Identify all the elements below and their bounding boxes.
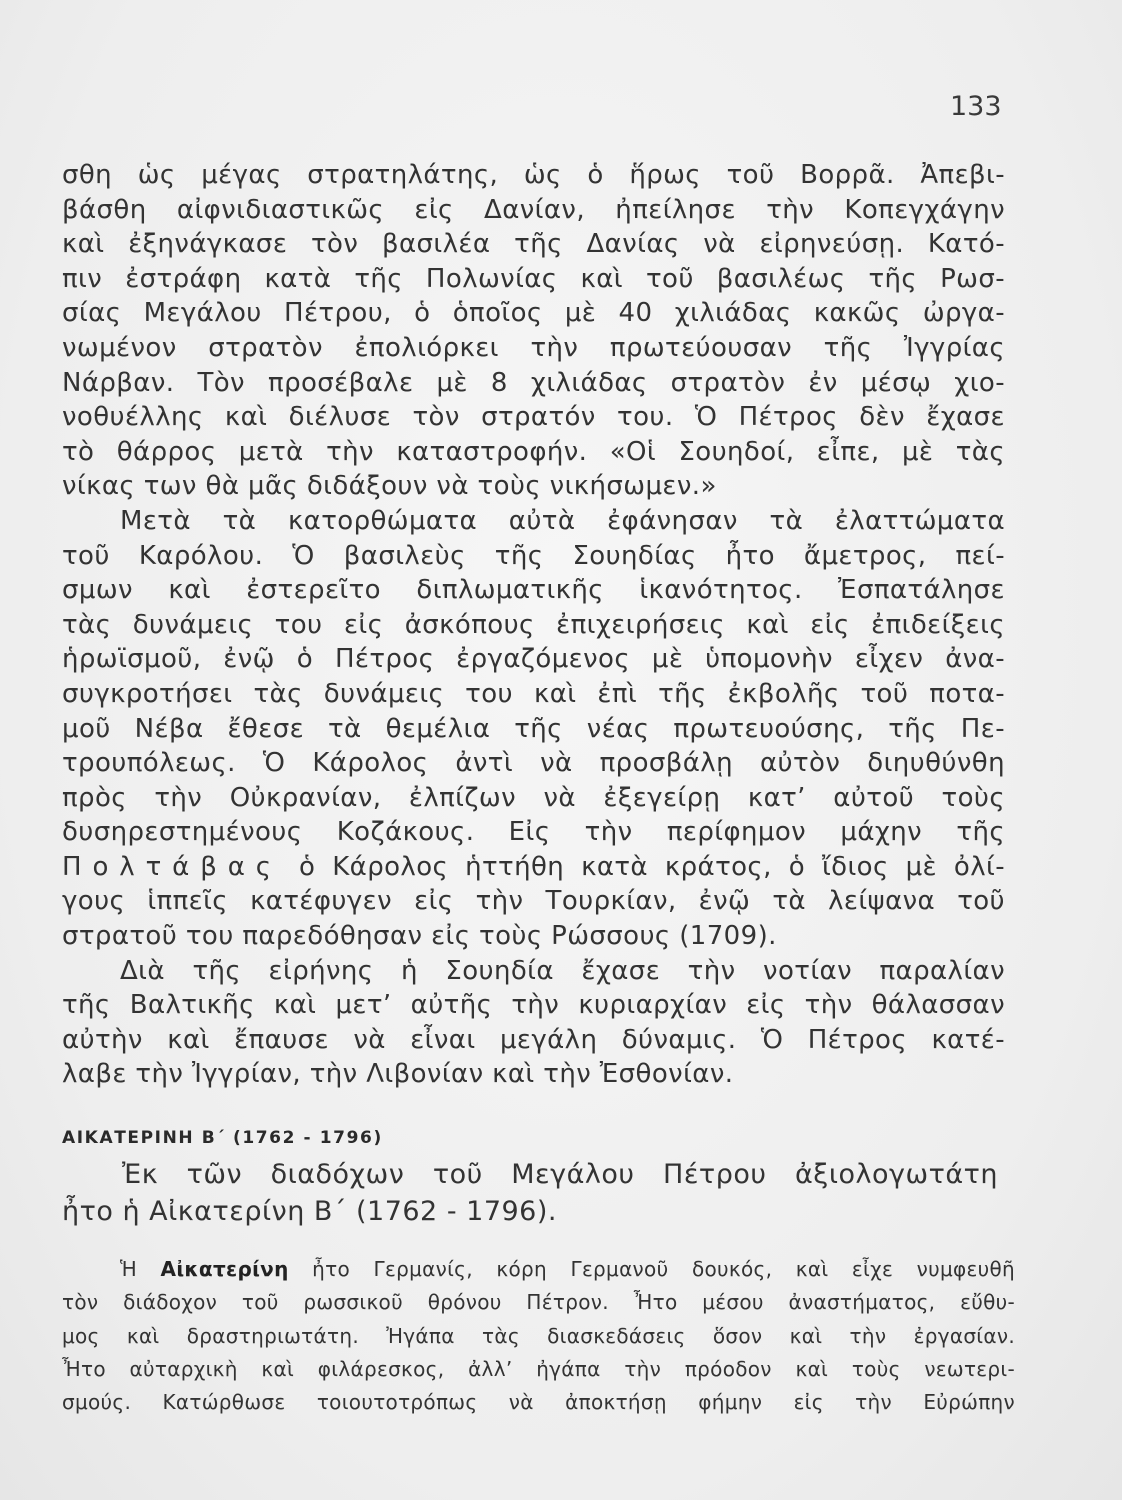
text-line: στρατοῦ του παρεδόθησαν εἰς τοὺς Ρώσσους (1709). bbox=[62, 921, 777, 952]
footnote bbox=[62, 1253, 1015, 1419]
section-intro bbox=[62, 1156, 998, 1230]
intro-line: Ἐκ τῶν διαδόχων τοῦ Μεγάλου Πέτρου ἀξιολογωτάτη bbox=[122, 1159, 998, 1190]
page-number: 133 bbox=[950, 91, 1002, 122]
text-line: σμων καὶ ἐστερεῖτο διπλωματικῆς ἱκανότητος. Ἐσπατάλησε bbox=[62, 575, 1005, 606]
footnote-line-start: Ἡ bbox=[120, 1257, 138, 1281]
text-line: μοῦ Νέβα ἔθεσε τὰ θεμέλια τῆς νέας πρωτευούσης, τῆς Πε- bbox=[62, 713, 1005, 744]
body-text bbox=[62, 158, 1005, 1092]
text-line: νωμένον στρατὸν ἐπολιόρκει τὴν πρωτεύουσαν τῆς Ἰγγρίας bbox=[62, 332, 1005, 363]
footnote-line: τὸν διάδοχον τοῦ ρωσσικοῦ θρόνου Πέτρον. Ἦτο μέσου ἀναστήματος, εὔθυ- bbox=[62, 1290, 1015, 1315]
text-line: γους ἱππεῖς κατέφυγεν εἰς τὴν Τουρκίαν, ἐνῷ τὰ λείψανα τοῦ bbox=[62, 886, 1005, 917]
spaced-emphasis-word: Πολτάβας bbox=[62, 851, 282, 882]
footnote-line bbox=[62, 1253, 1015, 1286]
footnote-line: Ἦτο αὐταρχικὴ καὶ φιλάρεσκος, ἀλλ’ ἠγάπα τὴν πρόοδον καὶ τοὺς νεωτερι- bbox=[62, 1356, 1015, 1381]
intro-line: ἦτο ἡ Αἰκατερίνη Β΄ (1762 - 1796). bbox=[62, 1196, 557, 1227]
footnote-bold-name: Αἰκατερίνη bbox=[160, 1257, 289, 1281]
section-heading: ΑΙΚΑΤΕΡΙΝΗ Β΄ (1762 - 1796) bbox=[62, 1128, 383, 1148]
text-line: λαβε τὴν Ἰγγρίαν, τὴν Λιβονίαν καὶ τὴν Ἐσθονίαν. bbox=[62, 1059, 734, 1090]
text-line: Νάρβαν. Τὸν προσέβαλε μὲ 8 χιλιάδας στρατὸν ἐν μέσῳ χιο- bbox=[62, 367, 1005, 398]
text-line: τρουπόλεως. Ὁ Κάρολος ἀντὶ νὰ προσβάλῃ αὐτὸν διηυθύνθη bbox=[62, 748, 1005, 779]
text-line: συγκροτήσει τὰς δυνάμεις του καὶ ἐπὶ τῆς ἐκβολῆς τοῦ ποτα- bbox=[62, 678, 1005, 709]
text-line: νίκας των θὰ μᾶς διδάξουν νὰ τοὺς νικήσωμεν.» bbox=[62, 471, 717, 502]
text-line: πιν ἐστράφη κατὰ τῆς Πολωνίας καὶ τοῦ βασιλέως τῆς Ρωσ- bbox=[62, 263, 1005, 294]
text-line-rest: ὁ Κάρολος ἡττήθη κατὰ κράτος, ὁ ἴδιος μὲ ὀλί- bbox=[298, 851, 1005, 882]
footnote-line: μος καὶ δραστηριωτάτη. Ἠγάπα τὰς διασκεδάσεις ὅσον καὶ τὴν ἐργασίαν. bbox=[62, 1323, 1015, 1348]
text-line: σίας Μεγάλου Πέτρου, ὁ ὁποῖος μὲ 40 χιλιάδας κακῶς ὠργα- bbox=[62, 298, 1005, 329]
text-line: καὶ ἐξηνάγκασε τὸν βασιλέα τῆς Δανίας νὰ εἰρηνεύσῃ. Κατό- bbox=[62, 229, 1005, 260]
text-line: βάσθη αἰφνιδιαστικῶς εἰς Δανίαν, ἠπείλησε τὴν Κοπεγχάγην bbox=[62, 194, 1005, 225]
text-line: δυσηρεστημένους Κοζάκους. Εἰς τὴν περίφημον μάχην τῆς bbox=[62, 817, 1005, 848]
text-line: αὐτὴν καὶ ἔπαυσε νὰ εἶναι μεγάλη δύναμις. Ὁ Πέτρος κατέ- bbox=[62, 1024, 1005, 1055]
text-line: πρὸς τὴν Οὐκρανίαν, ἐλπίζων νὰ ἐξεγείρῃ κατ’ αὐτοῦ τοὺς bbox=[62, 782, 1005, 813]
footnote-line-rest: ἦτο Γερμανίς, κόρη Γερμανοῦ δουκός, καὶ εἶχε νυμφευθῆ bbox=[312, 1257, 1015, 1281]
text-line: τὸ θάρρος μετὰ τὴν καταστροφήν. «Οἱ Σουηδοί, εἶπε, μὲ τὰς bbox=[62, 436, 1005, 467]
paragraph-start-line: Μετὰ τὰ κατορθώματα αὐτὰ ἐφάνησαν τὰ ἐλαττώματα bbox=[120, 505, 1005, 536]
paragraph-start-line: Διὰ τῆς εἰρήνης ἡ Σουηδία ἔχασε τὴν νοτίαν παραλίαν bbox=[120, 955, 1005, 986]
text-line bbox=[62, 850, 1005, 885]
text-line: τὰς δυνάμεις του εἰς ἀσκόπους ἐπιχειρήσεις καὶ εἰς ἐπιδείξεις bbox=[62, 609, 1005, 640]
text-line: ἡρωϊσμοῦ, ἐνῷ ὁ Πέτρος ἐργαζόμενος μὲ ὑπομονὴν εἶχεν ἀνα- bbox=[62, 644, 1005, 675]
text-line: σθη ὡς μέγας στρατηλάτης, ὡς ὁ ἥρως τοῦ Βορρᾶ. Ἀπεβι- bbox=[62, 160, 1005, 190]
text-line: τῆς Βαλτικῆς καὶ μετ’ αὐτῆς τὴν κυριαρχίαν εἰς τὴν θάλασσαν bbox=[62, 990, 1005, 1021]
text-line: νοθυέλλης καὶ διέλυσε τὸν στρατόν του. Ὁ Πέτρος δὲν ἔχασε bbox=[62, 402, 1005, 433]
footnote-line: σμούς. Κατώρθωσε τοιουτοτρόπως νὰ ἀποκτήσῃ φήμην εἰς τὴν Εὐρώπην bbox=[62, 1390, 1015, 1415]
text-line: τοῦ Καρόλου. Ὁ βασιλεὺς τῆς Σουηδίας ἦτο ἄμετρος, πεί- bbox=[62, 540, 1005, 571]
